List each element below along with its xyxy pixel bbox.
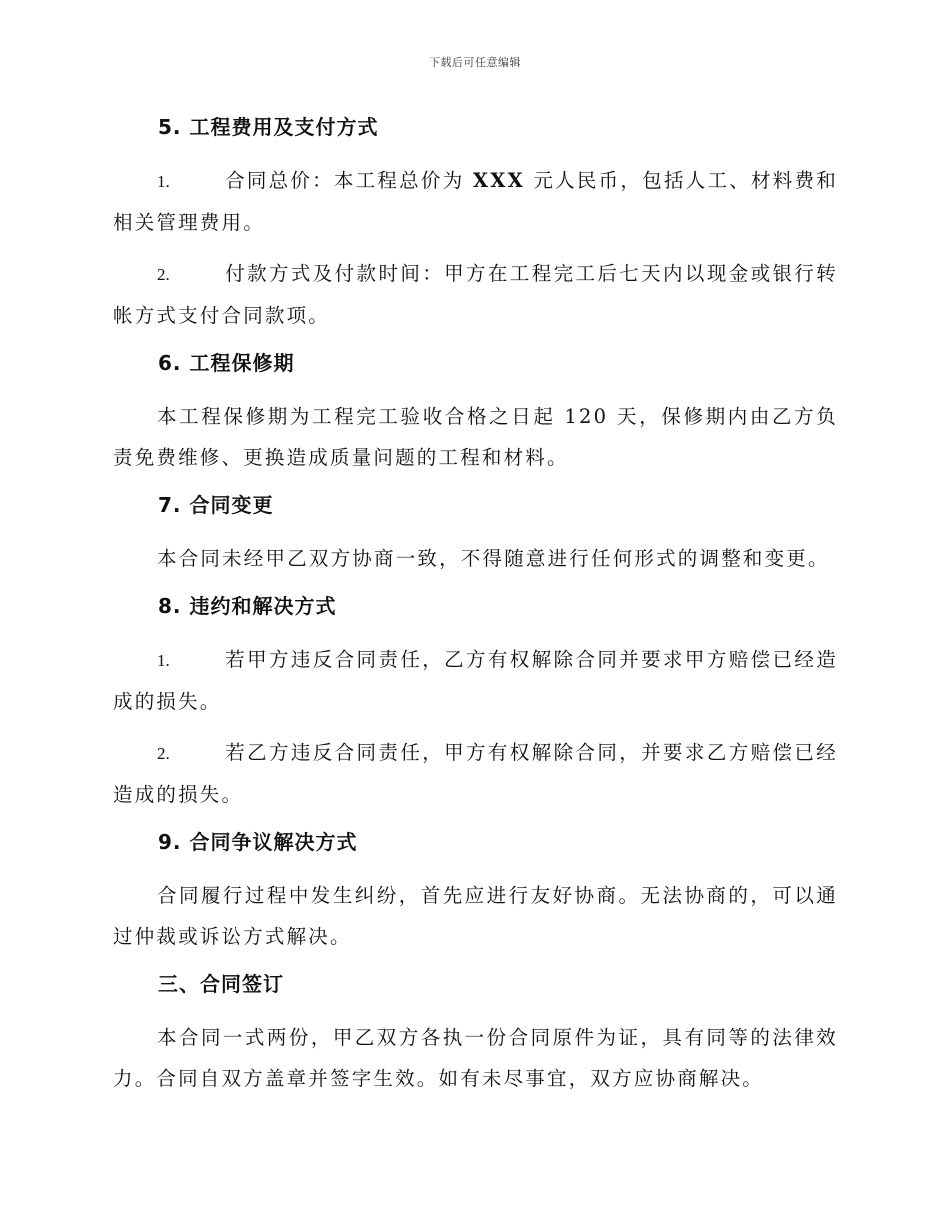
item-number: 2.	[157, 744, 170, 763]
list-item	[113, 639, 838, 722]
item-text: 元人民币，包括人工、材料费和相关管理费用。	[113, 169, 838, 234]
item-number: 1.	[157, 651, 170, 670]
item-text: 若乙方违反合同责任，甲方有权解除合同，并要求乙方赔偿已经造成的损失。	[113, 741, 838, 806]
section-heading-7: 7. 合同变更	[158, 493, 274, 517]
item-number: 2.	[157, 265, 170, 284]
section-heading-8: 8. 违约和解决方式	[158, 594, 337, 618]
item-text-bold: XXX	[472, 169, 525, 192]
section-heading-5: 5. 工程费用及支付方式	[158, 115, 379, 139]
item-text: 付款方式及付款时间：甲方在工程完工后七天内以现金或银行转帐方式支付合同款项。	[113, 262, 838, 327]
header-note: 下载后可任意编辑	[429, 56, 521, 69]
paragraph: 本工程保修期为工程完工验收合格之日起 120 天，保修期内由乙方负责免费维修、更换造成质量问题的工程和材料。	[113, 405, 838, 469]
item-text: 若甲方违反合同责任，乙方有权解除合同并要求甲方赔偿已经造成的损失。	[113, 648, 838, 713]
paragraph: 本合同一式两份，甲乙双方各执一份合同原件为证，具有同等的法律效力。合同自双方盖章并签字生效。如有未尽事宜，双方应协商解决。	[113, 1026, 838, 1090]
section-heading-6: 6. 工程保修期	[158, 351, 295, 375]
paragraph: 本合同未经甲乙双方协商一致，不得随意进行任何形式的调整和变更。	[157, 547, 830, 570]
paragraph: 合同履行过程中发生纠纷，首先应进行友好协商。无法协商的，可以通过仲裁或诉讼方式解决。	[113, 884, 838, 948]
list-item	[113, 253, 838, 336]
document-body	[113, 110, 838, 1109]
item-text: 合同总价：本工程总价为	[225, 169, 473, 192]
section-heading-3: 三、合同签订	[158, 972, 284, 996]
list-item	[113, 160, 838, 243]
item-number: 1.	[157, 172, 170, 191]
list-item	[113, 732, 838, 815]
section-heading-9: 9. 合同争议解决方式	[158, 830, 358, 854]
